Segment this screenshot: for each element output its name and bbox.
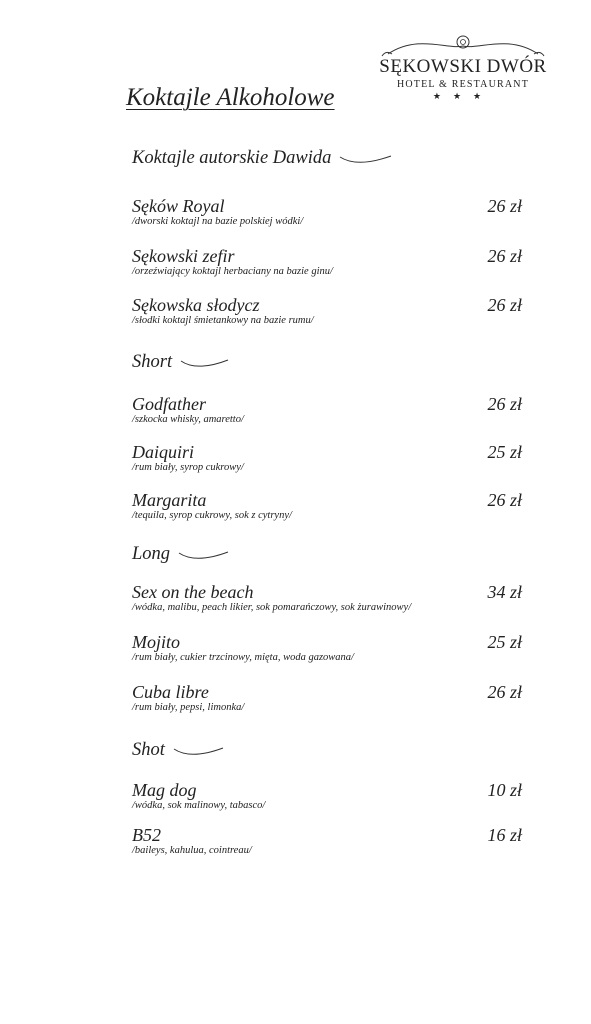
item-description: /baileys, kahulua, cointreau/ (132, 845, 252, 856)
menu-item (132, 394, 522, 426)
item-description: /tequila, syrop cukrowy, sok z cytryny/ (132, 510, 292, 521)
menu-item (132, 825, 522, 857)
section-heading (132, 352, 230, 373)
logo-stars: ★★★ (432, 91, 494, 101)
logo-name: SĘKOWSKI DWÓR (379, 56, 547, 77)
hotel-logo (378, 32, 548, 102)
swash-flourish-icon (178, 549, 230, 561)
item-price: 34 zł (487, 582, 522, 602)
section-title: Long (132, 544, 171, 564)
item-description: /orzeźwiający koktajl herbaciany na bazie ginu/ (132, 266, 333, 277)
item-description: /szkocka whisky, amaretto/ (132, 414, 244, 425)
item-price: 25 zł (487, 442, 522, 462)
menu-item (132, 246, 522, 278)
logo-ornament-icon (378, 32, 548, 58)
item-description: /wódka, sok malinowy, tabasco/ (132, 800, 266, 811)
item-name: Godfather (132, 394, 206, 414)
section-heading (132, 544, 230, 565)
menu-item (132, 780, 522, 812)
item-name: Sękowski zefir (132, 246, 235, 266)
logo-subtitle: HOTEL & RESTAURANT (396, 79, 530, 90)
item-description: /słodki koktajl śmietankowy na bazie rumu/ (132, 315, 314, 326)
menu-item (132, 582, 522, 614)
item-price: 26 zł (487, 295, 522, 315)
item-price: 16 zł (487, 825, 522, 845)
menu-item (132, 632, 522, 664)
swash-flourish-icon (180, 357, 230, 369)
item-name: Mag dog (132, 780, 197, 800)
item-description: /dworski koktajl na bazie polskiej wódki/ (132, 216, 304, 227)
item-name: Cuba libre (132, 682, 209, 702)
item-price: 10 zł (487, 780, 522, 800)
item-description: /wódka, malibu, peach likier, sok pomarańczowy, sok żurawinowy/ (132, 602, 412, 613)
section-title: Shot (132, 740, 165, 760)
section-heading (132, 148, 393, 169)
item-price: 25 zł (487, 632, 522, 652)
menu-item (132, 295, 522, 327)
menu-item (132, 196, 522, 228)
item-name: B52 (132, 825, 161, 845)
item-price: 26 zł (487, 682, 522, 702)
item-name: Daiquiri (132, 442, 195, 462)
item-name: Sęków Royal (132, 196, 225, 216)
swash-flourish-icon (173, 745, 225, 757)
item-name: Sex on the beach (132, 582, 254, 602)
section-heading (132, 740, 225, 761)
item-name: Sękowska słodycz (132, 295, 260, 315)
item-price: 26 zł (487, 196, 522, 216)
item-description: /rum biały, cukier trzcinowy, mięta, woda gazowana/ (132, 652, 354, 663)
item-price: 26 zł (487, 394, 522, 414)
item-name: Mojito (132, 632, 180, 652)
item-price: 26 zł (487, 490, 522, 510)
section-title: Short (132, 352, 173, 372)
page-title: Koktajle Alkoholowe (126, 84, 335, 111)
swash-flourish-icon (339, 153, 393, 165)
item-name: Margarita (132, 490, 207, 510)
item-description: /rum biały, syrop cukrowy/ (132, 462, 244, 473)
item-description: /rum biały, pepsi, limonka/ (132, 702, 245, 713)
menu-item (132, 490, 522, 522)
section-title: Koktajle autorskie Dawida (132, 148, 332, 168)
menu-item (132, 682, 522, 714)
item-price: 26 zł (487, 246, 522, 266)
menu-item (132, 442, 522, 474)
